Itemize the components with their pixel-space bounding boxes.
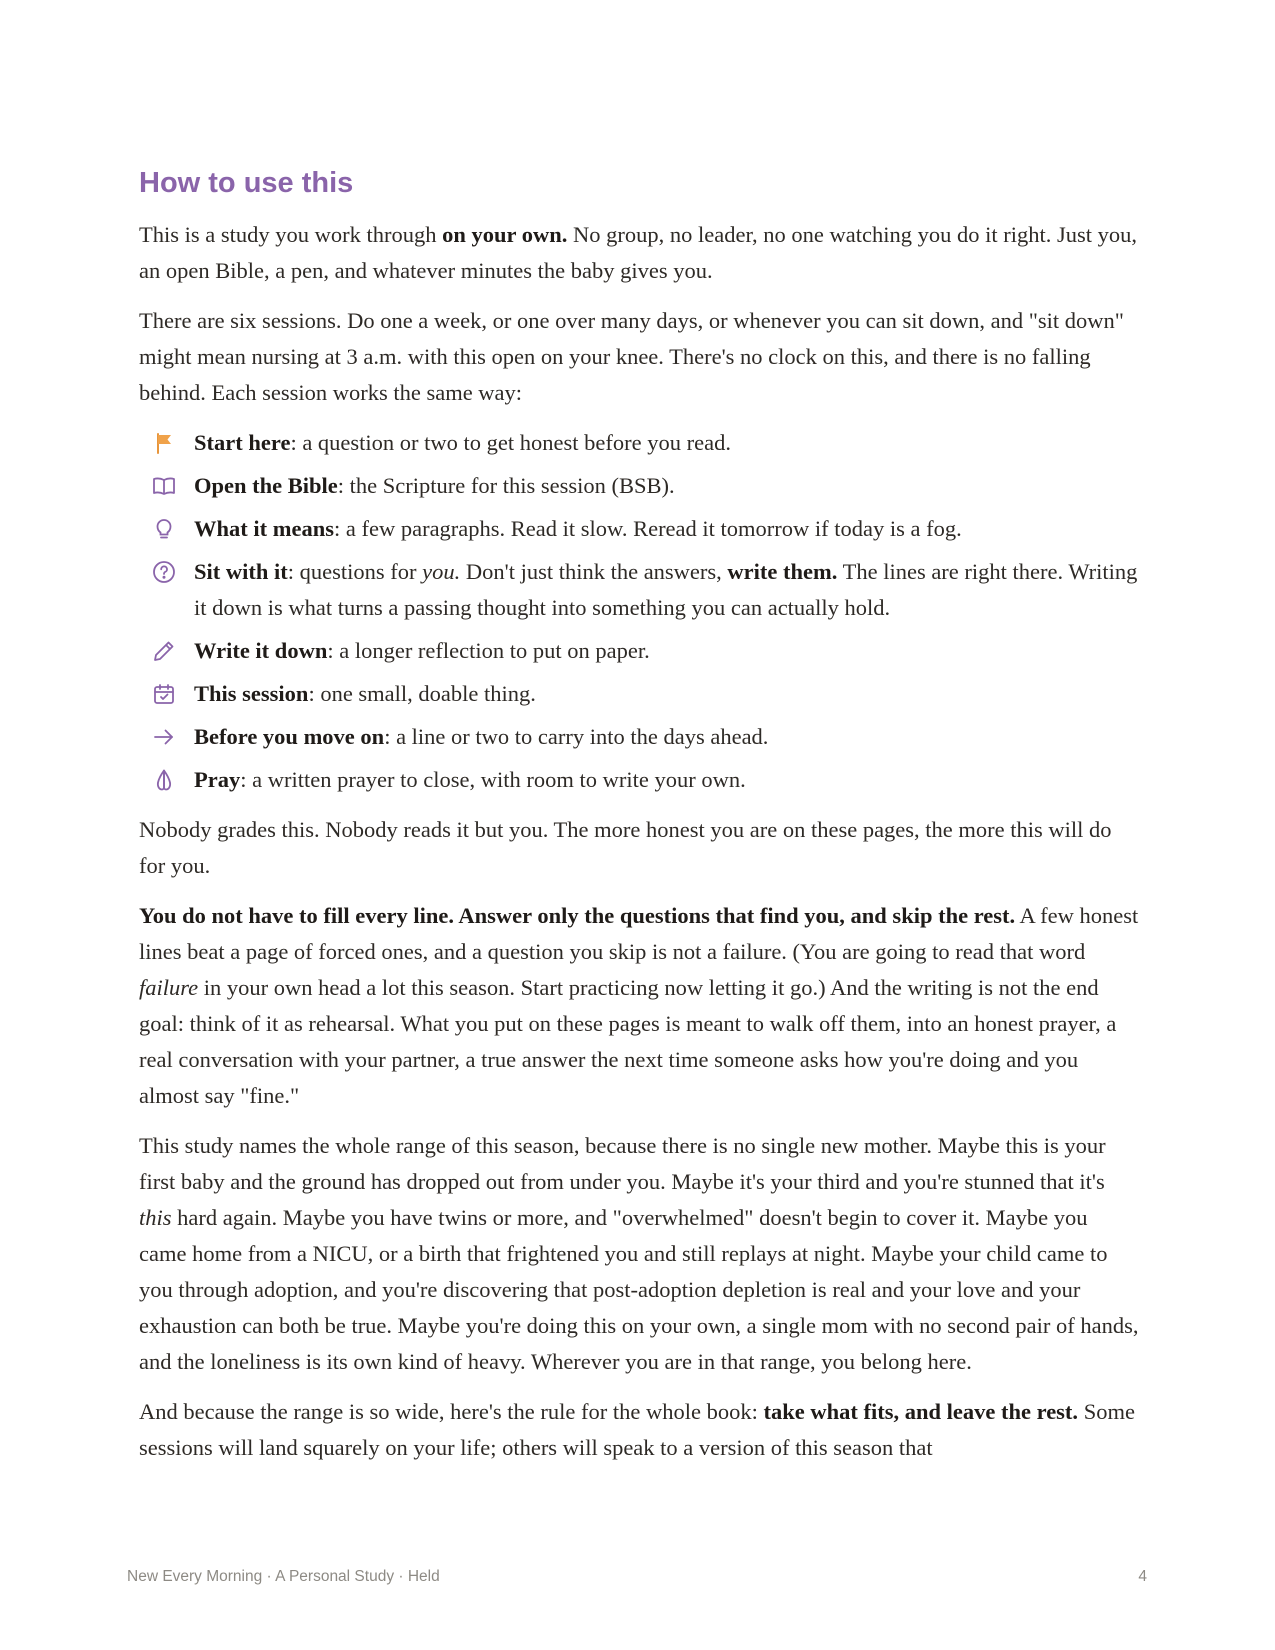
page-footer: [127, 1568, 1147, 1586]
step-label: Open the Bible: [194, 472, 338, 498]
fill-lines-text-rest: in your own head a lot this season. Start practicing now letting it go.) And the writing is not the end goal: think of it as rehearsal. What you put on these pages is meant to walk off them, into an honest prayer, a real conversation with your partner, a true answer the next time someone asks how you're doing and you almost say "fine.": [139, 974, 1117, 1108]
step-label: Before you move on: [194, 723, 385, 749]
step-text: : one small, doable thing.: [308, 680, 536, 706]
step-text: : a question or two to get honest before you read.: [290, 429, 731, 455]
step-text: : a longer reflection to put on paper.: [327, 637, 650, 663]
pencil-icon: [152, 639, 176, 663]
step-text: : a few paragraphs. Read it slow. Reread it tomorrow if today is a fog.: [334, 515, 962, 541]
step-this-session: [139, 676, 1139, 712]
step-text: The lines are right there. Writing it down is what turns a passing thought into something you can actually hold.: [194, 558, 1138, 620]
range-paragraph: [139, 1128, 1139, 1380]
range-italic: this: [139, 1204, 172, 1230]
fill-lines-italic: failure: [139, 974, 199, 1000]
intro-text-rest: No group, no leader, no one watching you do it right. Just you, an open Bible, a pen, and whatever minutes the baby gives you.: [139, 221, 1138, 283]
step-start-here: [139, 425, 1139, 461]
fill-lines-paragraph: [139, 898, 1139, 1114]
section-heading: How to use this: [139, 167, 354, 199]
step-text: Don't just think the answers,: [460, 558, 728, 584]
calendar-check-icon: [152, 682, 176, 706]
page-number: 4: [1138, 1568, 1147, 1585]
rule-paragraph: [139, 1394, 1139, 1466]
step-label: Write it down: [194, 637, 328, 663]
intro-paragraph: [139, 217, 1139, 289]
footer-title: New Every Morning · A Personal Study · Held: [127, 1568, 440, 1585]
intro-emphasis: on your own.: [442, 221, 568, 247]
step-what-it-means: [139, 511, 1139, 547]
question-icon: [152, 560, 176, 584]
step-label: Pray: [194, 766, 241, 792]
step-label: What it means: [194, 515, 334, 541]
rule-emphasis: take what fits, and leave the rest.: [763, 1398, 1079, 1424]
page-content: [139, 166, 1139, 1480]
step-text: : a line or two to carry into the days ahead.: [384, 723, 769, 749]
step-text: : a written prayer to close, with room to write your own.: [240, 766, 746, 792]
step-text-strong: write them.: [727, 558, 838, 584]
fill-lines-text: A few honest lines beat a page of forced ones, and a question you skip is not a failure. (You are going to read that word: [139, 902, 1139, 964]
step-write-it-down: [139, 633, 1139, 669]
sessions-paragraph: There are six sessions. Do one a week, or one over many days, or whenever you can sit down, and "sit down" might mean nursing at 3 a.m. with this open on your knee. There's no clock on this, and there is no falling behind. Each session works the same way:: [139, 307, 1124, 405]
range-text: This study names the whole range of this season, because there is no single new mother. Maybe this is your first baby and the ground has dropped out from under you. Maybe it's your third and you're stunned that it's: [139, 1132, 1106, 1194]
step-text: : the Scripture for this session (BSB).: [337, 472, 675, 498]
flag-icon: [152, 431, 176, 455]
intro-text: This is a study you work through: [139, 221, 443, 247]
step-text: : questions for: [287, 558, 423, 584]
book-icon: [152, 474, 176, 498]
step-label: Sit with it: [194, 558, 288, 584]
step-text-emphasis: you.: [422, 558, 461, 584]
rule-text-rest: Some sessions will land squarely on your life; others will speak to a version of this season that: [139, 1398, 1135, 1460]
fill-lines-emphasis: You do not have to fill every line. Answer only the questions that find you, and skip the rest.: [139, 902, 1016, 928]
step-sit-with-it: [139, 554, 1139, 626]
praying-hands-icon: [152, 768, 176, 792]
privacy-paragraph: Nobody grades this. Nobody reads it but you. The more honest you are on these pages, the more this will do for you.: [139, 816, 1112, 878]
rule-text: And because the range is so wide, here's the rule for the whole book:: [139, 1398, 764, 1424]
step-before-you-move-on: [139, 719, 1139, 755]
session-steps-list: [139, 425, 1139, 798]
range-text-rest: hard again. Maybe you have twins or more, and "overwhelmed" doesn't begin to cover it. Maybe you came home from a NICU, or a birth that frightened you and still replays at night. Maybe your child came to you through adoption, and you're discovering that post-adoption depletion is real and your love and your exhaustion can both be true. Maybe you're doing this on your own, a single mom with no second pair of hands, and the loneliness is its own kind of heavy. Wherever you are in that range, you belong here.: [139, 1204, 1139, 1374]
step-label: This session: [194, 680, 309, 706]
lightbulb-icon: [152, 517, 176, 541]
step-pray: [139, 762, 1139, 798]
arrow-right-icon: [152, 725, 176, 749]
step-label: Start here: [194, 429, 291, 455]
step-open-the-bible: [139, 468, 1139, 504]
